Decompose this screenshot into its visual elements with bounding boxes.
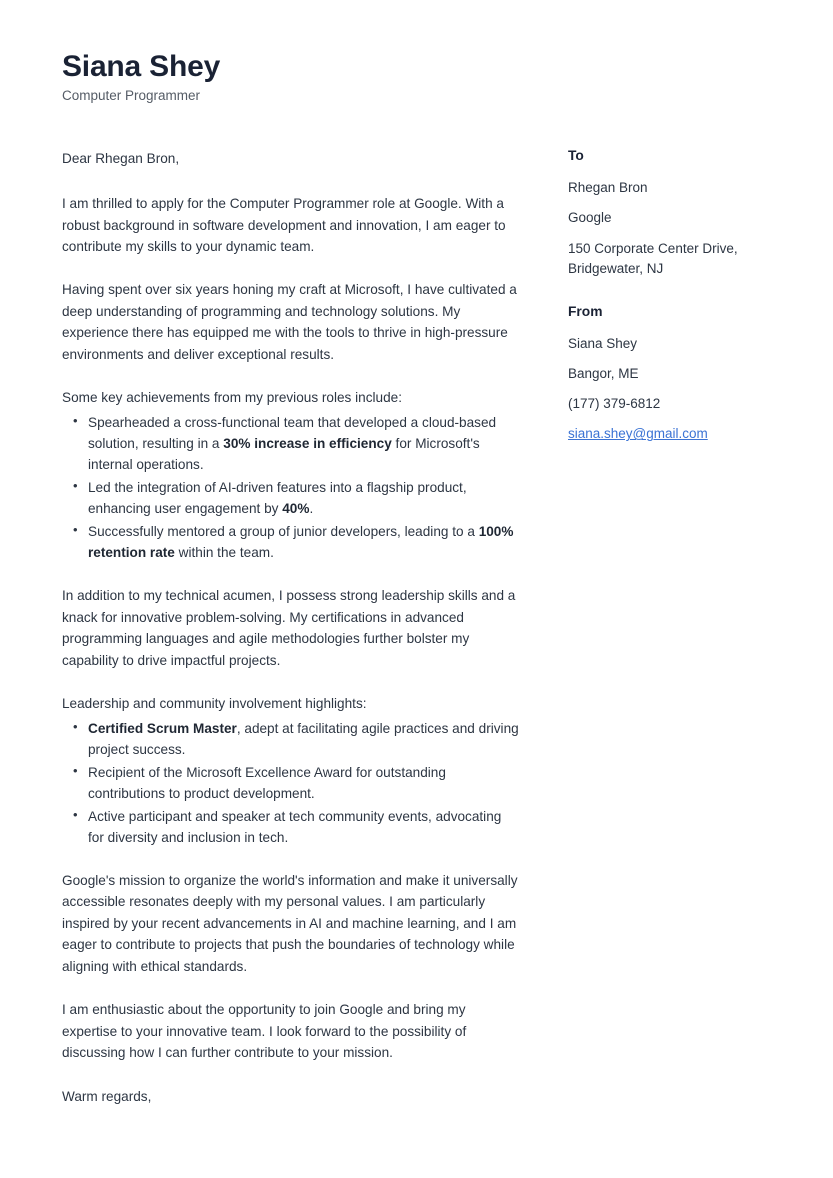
body-paragraph-2: Having spent over six years honing my craft at Microsoft, I have cultivated a deep understanding of programming and technology solutions. My experience there has equipped me with the tools to thrive in high-pressure environments and deliver exceptional results. xyxy=(62,282,517,362)
list-item-text-tail: , adept at facilitating agile practices and driving project success. xyxy=(88,720,519,757)
body-paragraph-1: I am thrilled to apply for the Computer Programmer role at Google. With a robust background in software development and innovation, I am eager to contribute my skills to your dynamic team. xyxy=(62,196,506,254)
sender-phone: (177) 379-6812 xyxy=(568,396,661,412)
list-item xyxy=(88,718,520,760)
list-item-text-tail: for Microsoft's internal operations. xyxy=(88,435,480,472)
list-item-text-lead: Recipient of the Microsoft Excellence Award for outstanding contributions to product development. xyxy=(88,764,446,801)
achievements-intro: Some key achievements from my previous roles include: xyxy=(62,390,402,406)
to-heading: To xyxy=(568,148,584,163)
recipient-company: Google xyxy=(568,209,612,225)
applicant-job-title: Computer Programmer xyxy=(62,88,201,103)
list-item xyxy=(88,806,520,848)
recipient-name: Rhegan Bron xyxy=(568,179,648,195)
salutation: Dear Rhegan Bron, xyxy=(62,151,180,166)
list-item xyxy=(88,521,520,563)
body-paragraph-5: I am enthusiastic about the opportunity to join Google and bring my expertise to your innovative team. I look forward to the possibility of discussing how I can further contribute to your mission. xyxy=(62,1002,467,1061)
list-item-emphasis: 40% xyxy=(282,501,310,517)
list-item-emphasis: Certified Scrum Master xyxy=(88,720,237,736)
list-item-emphasis: 30% increase in efficiency xyxy=(223,435,392,451)
leadership-intro: Leadership and community involvement highlights: xyxy=(62,696,367,712)
recipient-block xyxy=(568,148,778,278)
list-item-text-tail: . xyxy=(309,501,314,517)
list-item-text-tail: within the team. xyxy=(174,545,274,561)
body-paragraph-3: In addition to my technical acumen, I possess strong leadership skills and a knack for innovative problem-solving. My certifications in advanced programming languages and agile methodologies further bolster my capability to drive impactful projects. xyxy=(62,588,516,668)
list-item-text-lead: Spearheaded a cross-functional team that developed a cloud-based solution, resulting in a xyxy=(88,414,497,451)
from-heading: From xyxy=(568,304,603,320)
recipient-address xyxy=(568,239,778,278)
list-item-text-lead: Led the integration of AI-driven features into a flagship product, enhancing user engagement by xyxy=(88,480,467,517)
sender-email-link[interactable]: siana.shey@gmail.com xyxy=(568,426,708,442)
letter-sidebar xyxy=(568,148,778,470)
sender-name: Siana Shey xyxy=(568,335,638,351)
list-item xyxy=(88,762,520,804)
letter-body xyxy=(62,148,520,1107)
sender-block xyxy=(568,304,778,443)
recipient-address-line-1: 150 Corporate Center Drive, xyxy=(568,240,738,256)
applicant-name: Siana Shey xyxy=(62,50,221,83)
list-item-text-lead: Active participant and speaker at tech community events, advocating for diversity and inclusion in tech. xyxy=(88,808,502,845)
sender-location: Bangor, ME xyxy=(568,365,639,381)
leadership-list xyxy=(62,718,520,848)
sign-off: Warm regards, xyxy=(62,1088,152,1104)
list-item xyxy=(88,412,520,475)
list-item xyxy=(88,477,520,519)
list-item-emphasis: 100% retention rate xyxy=(88,524,514,561)
achievements-list xyxy=(62,412,520,563)
letter-header xyxy=(62,50,662,104)
sender-email-row xyxy=(568,425,778,443)
recipient-address-line-2: Bridgewater, NJ xyxy=(568,260,664,276)
list-item-text-lead: Successfully mentored a group of junior developers, leading to a xyxy=(88,524,479,540)
body-paragraph-4: Google's mission to organize the world's information and make it universally accessible resonates deeply with my personal values. I am particularly inspired by your recent advancements in AI and machine learning, and I am eager to contribute to projects that push the boundaries of technology while aligning with ethical standards. xyxy=(62,872,518,974)
